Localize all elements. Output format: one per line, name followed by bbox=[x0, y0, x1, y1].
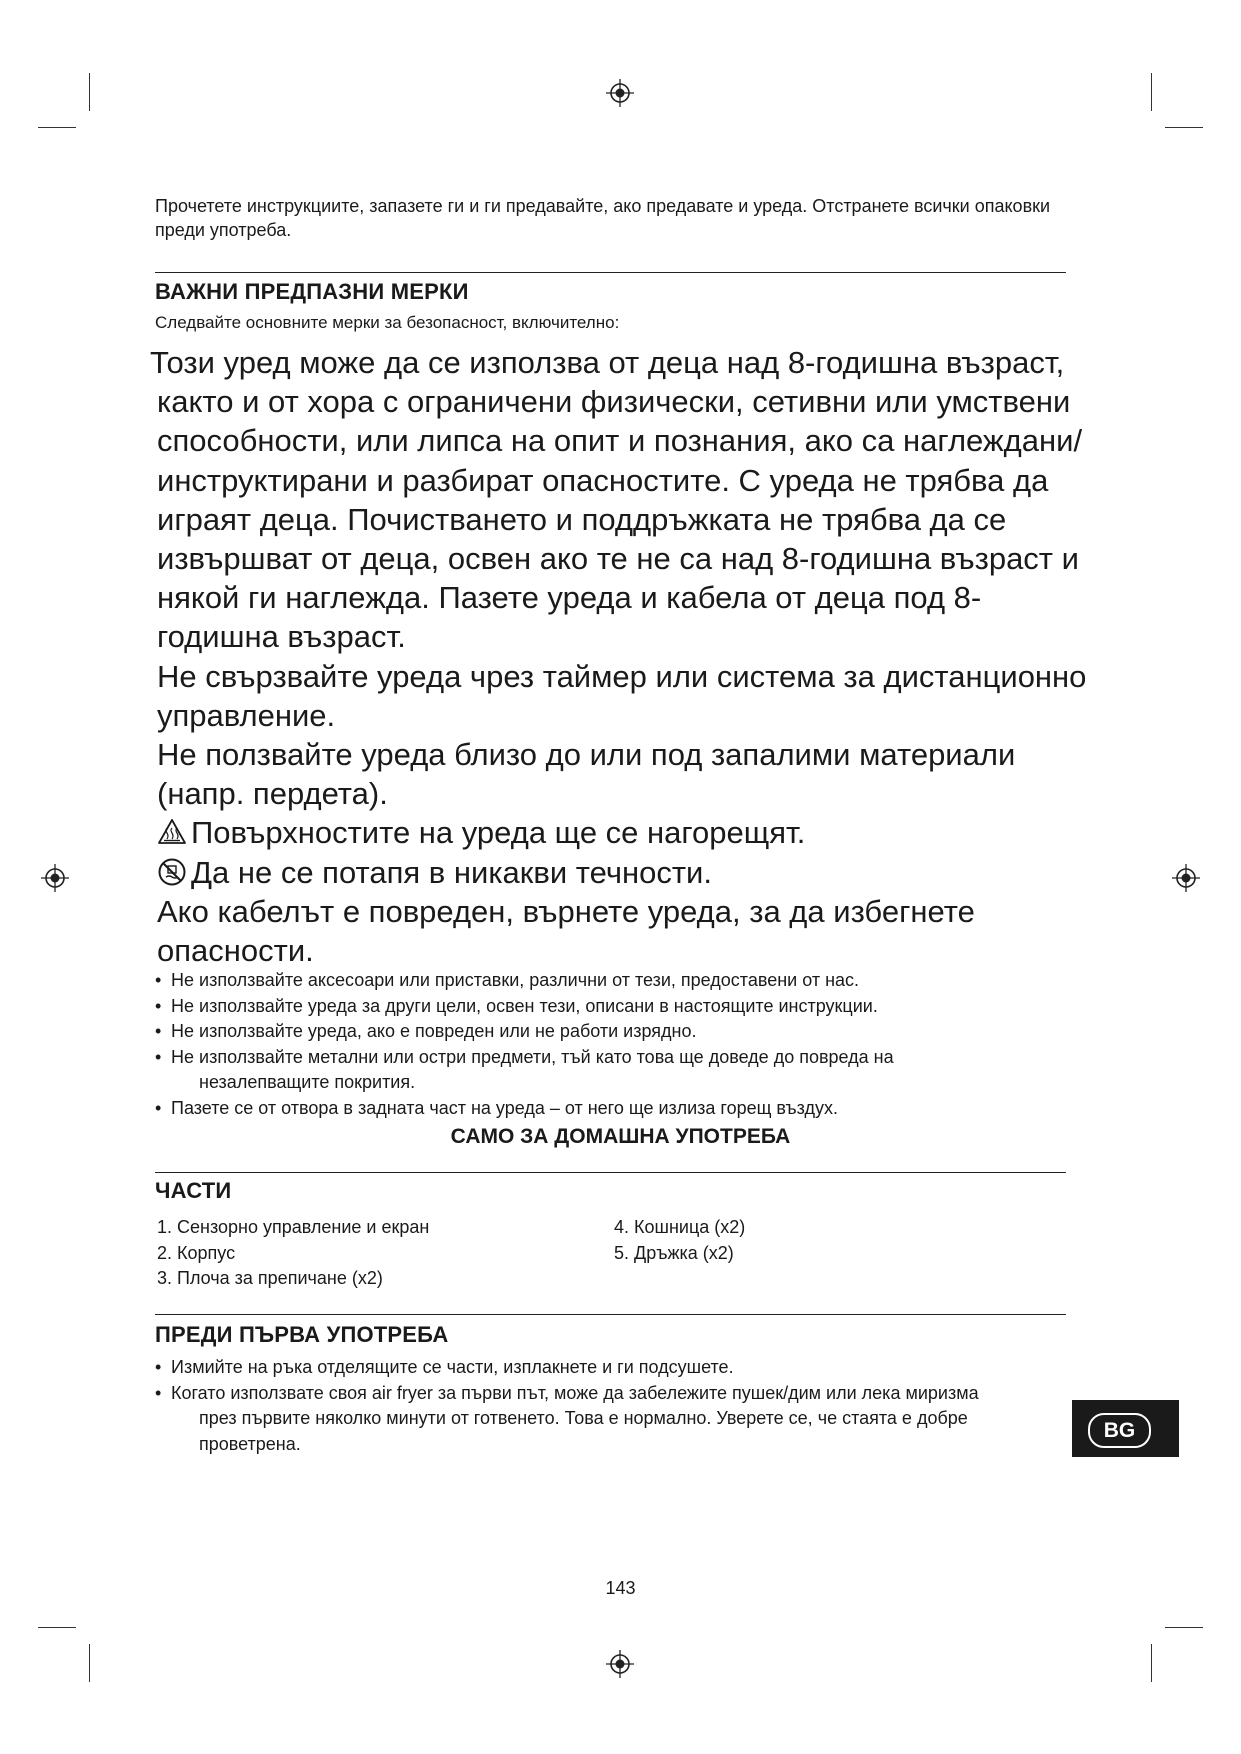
warning-flammable: Не ползвайте уреда близо до или под запалими материали (напр. пердета). bbox=[157, 737, 1016, 812]
section-divider bbox=[155, 1172, 1066, 1173]
language-code: BG bbox=[1088, 1413, 1151, 1448]
section-divider bbox=[155, 272, 1066, 273]
domestic-use-notice: САМО ЗА ДОМАШНА УПОТРЕБА bbox=[450, 1125, 791, 1148]
list-item: • Пазете се от отвора в задната част на уреда – от него ще излиза горещ въздух. bbox=[155, 1096, 1075, 1122]
registration-mark-icon bbox=[41, 864, 69, 892]
list-item: • Не използвайте уреда, ако е повреден или не работи изрядно. bbox=[155, 1019, 1075, 1045]
safety-bullet-list bbox=[155, 968, 1075, 1121]
list-item: 4. Кошница (x2) bbox=[614, 1217, 746, 1237]
crop-mark bbox=[38, 1627, 76, 1628]
list-item: 1. Сензорно управление и екран bbox=[157, 1217, 430, 1237]
parts-heading: ЧАСТИ bbox=[155, 1178, 232, 1203]
registration-mark-icon bbox=[606, 1650, 634, 1678]
list-item: • Не използвайте уреда за други цели, освен тези, описани в настоящите инструкции. bbox=[155, 994, 1075, 1020]
warning-cable: Ако кабелът е повреден, върнете уреда, за да избегнете опасности. bbox=[157, 893, 975, 969]
warning-immersion bbox=[150, 853, 1090, 892]
intro-text: Прочетете инструкциите, запазете ги и ги предавайте, ако предавате и уреда. Отстранете всички опаковки преди употреба. bbox=[155, 196, 1051, 240]
list-item: 5. Дръжка (x2) bbox=[614, 1242, 734, 1263]
crop-mark bbox=[38, 127, 76, 128]
list-item: • Не използвайте аксесоари или приставки, различни от тези, предоставени от нас. bbox=[155, 968, 1075, 994]
hot-surface-warning-icon bbox=[157, 817, 187, 847]
registration-mark-icon bbox=[1172, 864, 1200, 892]
safety-warnings bbox=[150, 343, 1090, 970]
first-use-heading: ПРЕДИ ПЪРВА УПОТРЕБА bbox=[155, 1322, 449, 1347]
warning-children-first-line: Този уред може да се използва от деца над 8-годишна възраст, bbox=[150, 345, 1065, 380]
list-item: • Измийте на ръка отделящите се части, изплакнете и ги подсушете. bbox=[155, 1355, 1075, 1381]
hot-surface-text: Повърхностите на уреда ще се нагорещят. bbox=[191, 815, 806, 851]
section-divider bbox=[155, 1314, 1066, 1315]
bullet: • bbox=[155, 1097, 162, 1118]
warning-hot-surface bbox=[150, 813, 1090, 852]
bullet: • bbox=[155, 995, 162, 1016]
list-item: • Не използвайте метални или остри предмети, тъй като това ще доведе до повреда на незалепващите покрития. bbox=[155, 1046, 894, 1092]
safety-subheading: Следвайте основните мерки за безопасност, включително: bbox=[155, 313, 620, 332]
page-number: 143 bbox=[605, 1578, 636, 1598]
parts-list-right bbox=[614, 1215, 745, 1266]
bullet: • bbox=[155, 1021, 162, 1041]
warning-timer: Не свързвайте уреда чрез таймер или система за дистанционно управление. bbox=[157, 658, 1087, 733]
crop-mark bbox=[1165, 1627, 1203, 1628]
no-immersion-icon bbox=[157, 857, 187, 887]
safety-heading: ВАЖНИ ПРЕДПАЗНИ МЕРКИ bbox=[155, 279, 469, 304]
crop-mark bbox=[89, 73, 90, 111]
list-item: • Когато използвате своя air fryer за първи път, може да забележите пушек/дим или лека миризма през първите няколко минути от готвенето. Това е нормално. Уверете се, че стаята е добре проветрена. bbox=[155, 1382, 979, 1454]
language-badge bbox=[1072, 1400, 1179, 1457]
bullet: • bbox=[155, 1357, 162, 1377]
bullet: • bbox=[155, 970, 162, 990]
registration-mark-icon bbox=[606, 79, 634, 107]
list-item: 3. Плоча за препичане (x2) bbox=[157, 1268, 383, 1288]
crop-mark bbox=[1151, 1644, 1152, 1682]
bullet: • bbox=[155, 1382, 162, 1403]
no-immersion-text: Да не се потапя в никакви течности. bbox=[191, 854, 712, 890]
parts-list-left bbox=[157, 1215, 429, 1292]
warning-children: както и от хора с ограничени физически, сетивни или умствени способности, или липса на опит и познания, ако са наглеждани/ инструктирани и разбират опасностите. С уреда не трябва да играят деца. Почистването и поддръжката не трябва да се извършват от деца, освен ако те не са над 8-годишна възраст и някой ги наглежда. Пазете уреда и кабела от деца под 8-годишна възраст. bbox=[157, 384, 1083, 655]
crop-mark bbox=[89, 1644, 90, 1682]
crop-mark bbox=[1151, 73, 1152, 111]
first-use-bullet-list bbox=[155, 1355, 1075, 1457]
crop-mark bbox=[1165, 127, 1203, 128]
list-item: 2. Корпус bbox=[157, 1242, 236, 1263]
bullet: • bbox=[155, 1046, 162, 1067]
